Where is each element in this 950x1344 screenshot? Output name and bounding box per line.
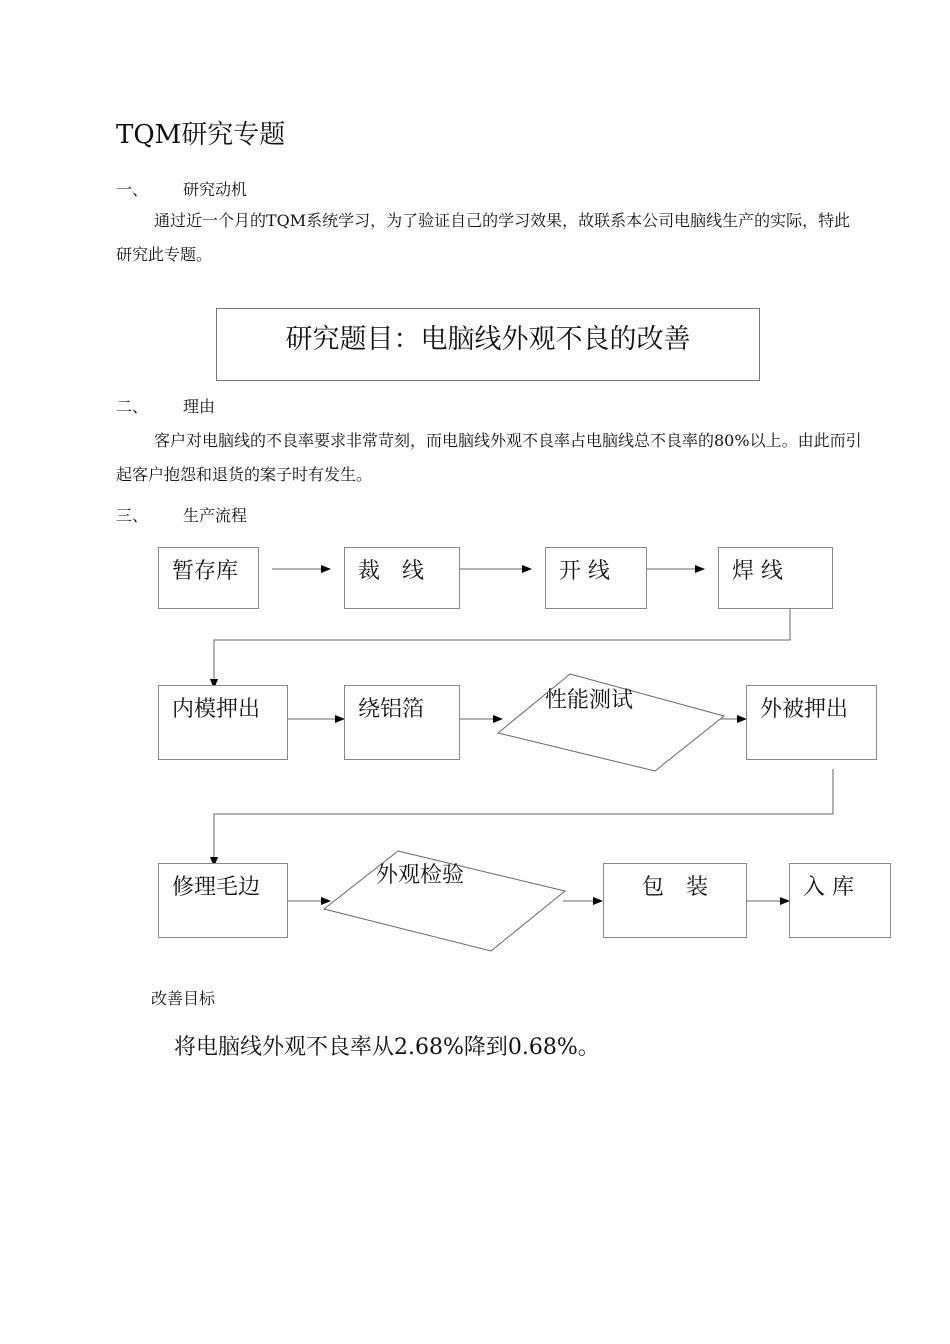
flow-step-inner-mold: 内模押出 [158,685,288,760]
motivation-paragraph: 通过近一个月的TQM系统学习，为了验证自己的学习效果，故联系本公司电脑线生产的实际，特此研究此专题。 [116,211,851,264]
flow-step-packaging: 包 装 [603,863,747,938]
flow-step-warehouse-in: 入 库 [789,863,891,938]
reason-paragraph: 客户对电脑线的不良率要求非常苛刻，而电脑线外观不良率占电脑线总不良率的80%以上。由此而引起客户抱怨和退货的案子时有发生。 [116,431,862,484]
goal-label: 改善目标 [151,989,216,1008]
flow-step-trim-flash: 修理毛边 [158,863,288,938]
section-2-number: 二、 [116,397,149,416]
section-1-number: 一、 [116,180,149,199]
section-3-label: 生产流程 [183,506,248,525]
flow-step-strip-wire: 开 线 [545,547,647,609]
document-title: TQM研究专题 [116,120,286,150]
topic-text: 研究题目：电脑线外观不良的改善 [285,324,691,355]
connector-4-5 [214,609,790,688]
flow-step-wrap-foil: 绕铝箔 [344,685,460,760]
flow-step-outer-jacket: 外被押出 [746,685,877,760]
flow-step-temp-storage: 暂存库 [158,547,259,609]
goal-text: 将电脑线外观不良率从2.68%降到0.68%。 [174,1035,600,1060]
section-3-number: 三、 [116,506,149,525]
section-1-label: 研究动机 [183,180,248,199]
flow-step-weld-wire: 焊 线 [718,547,833,609]
section-2-label: 理由 [183,397,216,416]
flow-step-performance-test: 性能测试 [545,688,634,713]
connector-8-9 [214,769,833,866]
flow-step-appearance-inspection: 外观检验 [376,863,465,888]
flow-step-cut-wire: 裁 线 [344,547,460,609]
